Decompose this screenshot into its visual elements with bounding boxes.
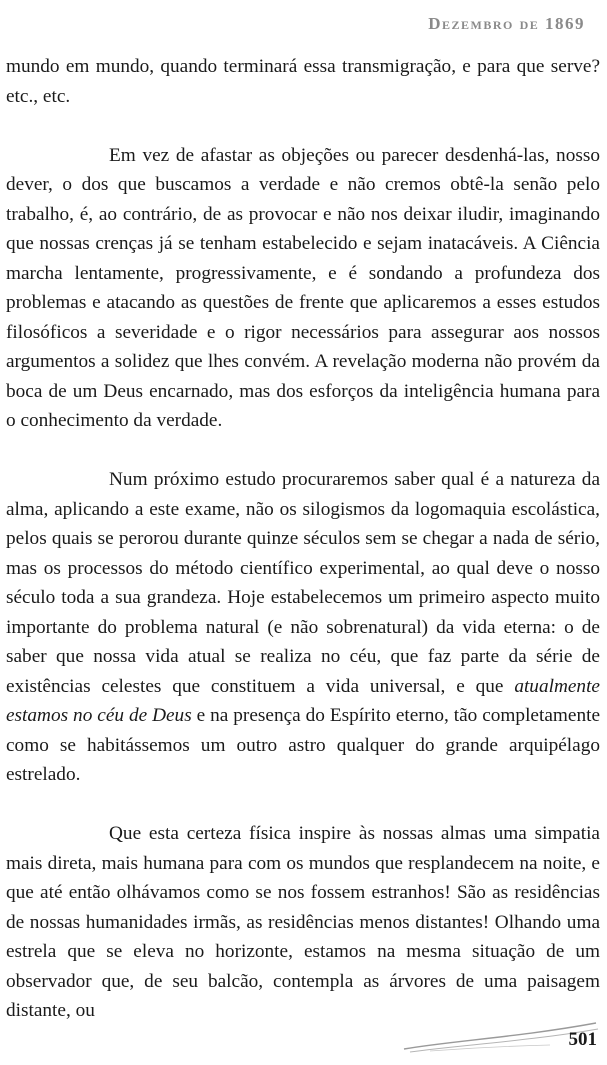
paragraph: Que esta certeza física inspire às nossas almas uma simpatia mais direta, mais humana para com os mundos que resplandecem na noite, e que até então olhávamos como se nos fossem estranhos! São as residências de nossas humanidades irmãs, as residências menos distantes! Olhando uma estrela que se eleva no horizonte, estamos na mesma situação de um observador que, de seu balcão, contempla as árvores de uma paisagem distante, ou [6, 823, 600, 1021]
body-text [6, 52, 600, 1026]
paragraph: mundo em mundo, quando terminará essa transmigração, e para que serve? etc., etc. [6, 56, 600, 107]
italic-emphasis: atualmente estamos no céu de Deus [6, 675, 600, 726]
running-header: Dezembro de 1869 [428, 14, 585, 33]
page-number: 501 [568, 1029, 597, 1050]
paragraph-text: Num próximo estudo procuraremos saber qual é a natureza da alma, aplicando a este exame, não os silogismos da logomaquia escolástica, pelos quais se perorou durante quinze séculos sem se chegar a nada de sério, mas os processos do método científico experimental, ao qual deve o nosso século toda a sua grandeza. Hoje estabelecemos um primeiro aspecto muito importante do problema natural (e não sobrenatural) da vida eterna: o de saber que nossa vida atual se realiza no céu, que faz parte da série de existências celestes que constituem a vida universal, e que [6, 469, 600, 697]
paragraph: Em vez de afastar as objeções ou parecer desdenhá-las, nosso dever, o dos que buscamos a verdade e não cremos obtê-la senão pelo trabalho, é, ao contrário, de as provocar e não nos deixar iludir, imaginando que nossas crenças já se tenham estabelecido e sejam inatacáveis. A Ciência marcha lentamente, progressivamente, e é sondando a profundeza dos problemas e atacando as questões de frente que aplicaremos a esses estudos filosóficos a severidade e o rigor necessários para assegurar aos nossos argumentos a solidez que lhes convém. A revelação moderna não provém da boca de um Deus encarnado, mas dos esforços da inteligência humana para o conhecimento da verdade. [6, 144, 600, 431]
paragraph-text: e na presença do Espírito eterno, tão completamente como se habitássemos um outro astro qualquer do grande arquipélago estrelado. [6, 705, 601, 785]
paragraph [6, 465, 600, 790]
